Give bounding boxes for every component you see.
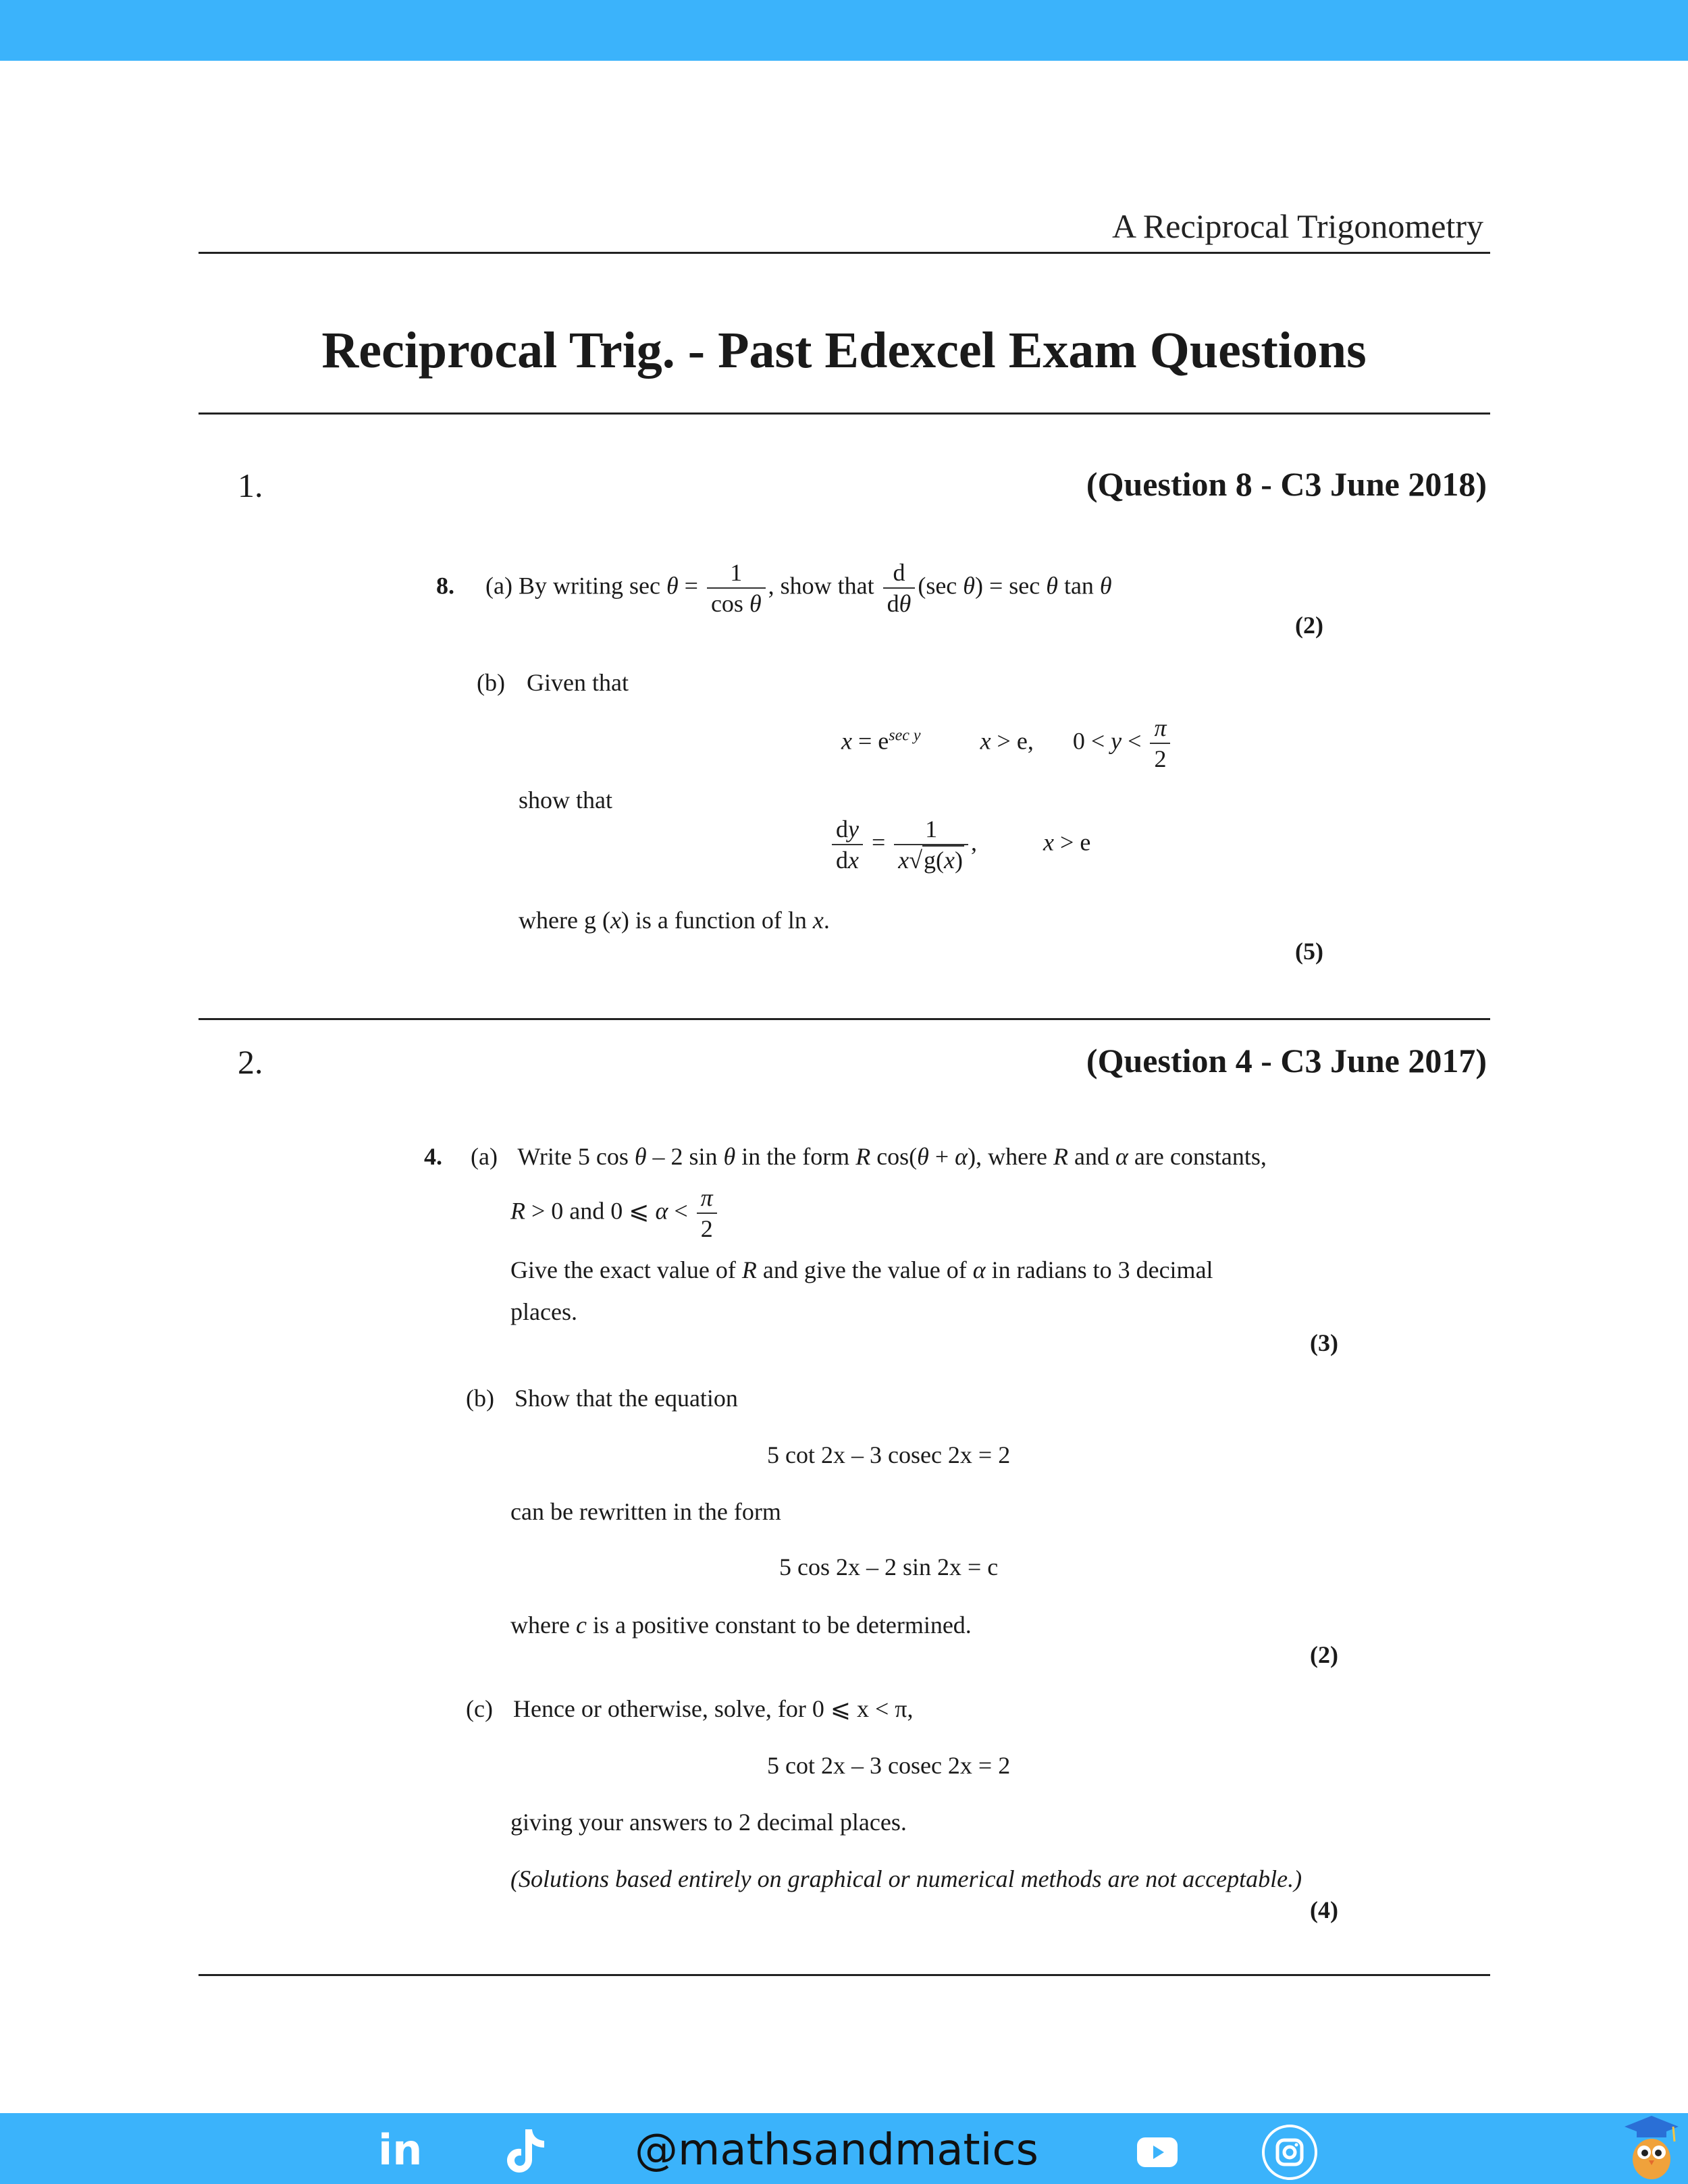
fraction-pi-over-2: $\frac{\pi}{2}$: [697, 1183, 717, 1244]
question-1-source: (Question 8 - C3 June 2018): [1086, 465, 1487, 503]
q2-part-a-line1: 4. (a) Write 5 cos θ – 2 sin θ in the form R cos(θ + α), where R and α are constants,: [424, 1143, 1267, 1170]
question-2-source: (Question 4 - C3 June 2017): [1086, 1042, 1487, 1080]
q1-a-part: (a): [485, 572, 512, 600]
fraction-one-over-root: $\frac{1}{x√g(x)}$: [894, 814, 968, 875]
instagram-icon[interactable]: [1261, 2124, 1318, 2181]
q2-part-a-line3: Give the exact value of R and give the value of α in radians to 3 decimal: [510, 1256, 1213, 1283]
q1-show-that: show that: [519, 787, 612, 814]
question-separator-1: [199, 1018, 1490, 1020]
q2-equation-1: 5 cot 2x – 3 cosec 2x = 2: [767, 1441, 1011, 1468]
q2-part-c-line2: giving your answers to 2 decimal places.: [510, 1809, 907, 1836]
q1-marks-b: (5): [1295, 938, 1323, 965]
q2-part-c-line1: (c) Hence or otherwise, solve, for 0 ⩽ x < π,: [466, 1695, 914, 1722]
social-handle[interactable]: @mathsandmatics: [635, 2125, 1038, 2175]
q1-part-a: 8. (a) By writing sec θ = $\frac{1}{\text{cos θ}}$ , show that $\frac{d}{d\theta}$ (sec θ) = sec θ tan θ: [436, 559, 1112, 617]
q2-marks-b: (2): [1310, 1641, 1338, 1668]
q2-part-b-line1: (b) Show that the equation: [466, 1385, 738, 1412]
question-1-number: 1.: [238, 467, 263, 504]
linkedin-icon[interactable]: in: [378, 2125, 423, 2175]
q2-part-a-line4: places.: [510, 1298, 577, 1325]
tiktok-icon[interactable]: [505, 2127, 548, 2175]
fraction-one-over-cos: $\frac{1}{\text{cos θ}}$: [707, 558, 766, 618]
q1-given-equation: $x = e^{sec y}$ x > e, 0 < y < $\frac{\pi}{2}$: [841, 713, 1173, 774]
q2-label: 4.: [424, 1143, 442, 1170]
fraction-d-dtheta: $\frac{d}{d\theta}$: [883, 558, 916, 618]
q2-equation-2: 5 cos 2x – 2 sin 2x = c: [779, 1553, 999, 1580]
q2-marks-c: (4): [1310, 1896, 1338, 1923]
top-banner: [0, 0, 1688, 61]
q2-part-b-line2: can be rewritten in the form: [510, 1498, 781, 1525]
mascot-owl-icon: [1623, 2114, 1680, 2182]
q2-part-a-line2: R > 0 and 0 ⩽ α < $\frac{\pi}{2}$: [510, 1183, 720, 1244]
running-header: A Reciprocal Trigonometry: [1112, 207, 1483, 245]
title-rule: [199, 412, 1490, 415]
page-title: Reciprocal Trig. - Past Edexcel Exam Questions: [321, 322, 1367, 379]
q1-marks-a: (2): [1295, 612, 1323, 639]
q2-part-b-line3: where c is a positive constant to be determined.: [510, 1612, 972, 1639]
q1-where-text: where g (x) is a function of ln x.: [519, 907, 830, 934]
q1-derivative-equation: $\frac{dy}{dx}$ = $\frac{1}{x√g(x)}$ , x > e: [829, 814, 1090, 875]
question-2-number: 2.: [238, 1043, 263, 1081]
header-rule: [199, 252, 1490, 254]
q2-part-c-note: (Solutions based entirely on graphical or numerical methods are not acceptable.): [510, 1865, 1302, 1892]
q2-marks-a: (3): [1310, 1329, 1338, 1356]
fraction-dy-dx: $\frac{dy}{dx}$: [832, 814, 863, 875]
fraction-pi-over-2: $\frac{\pi}{2}$: [1150, 713, 1170, 774]
q2-equation-3: 5 cot 2x – 3 cosec 2x = 2: [767, 1752, 1011, 1779]
q1-label: 8.: [436, 572, 454, 600]
youtube-icon[interactable]: [1137, 2137, 1178, 2167]
q1-part-b: (b) Given that: [477, 669, 629, 696]
question-separator-2: [199, 1974, 1490, 1976]
